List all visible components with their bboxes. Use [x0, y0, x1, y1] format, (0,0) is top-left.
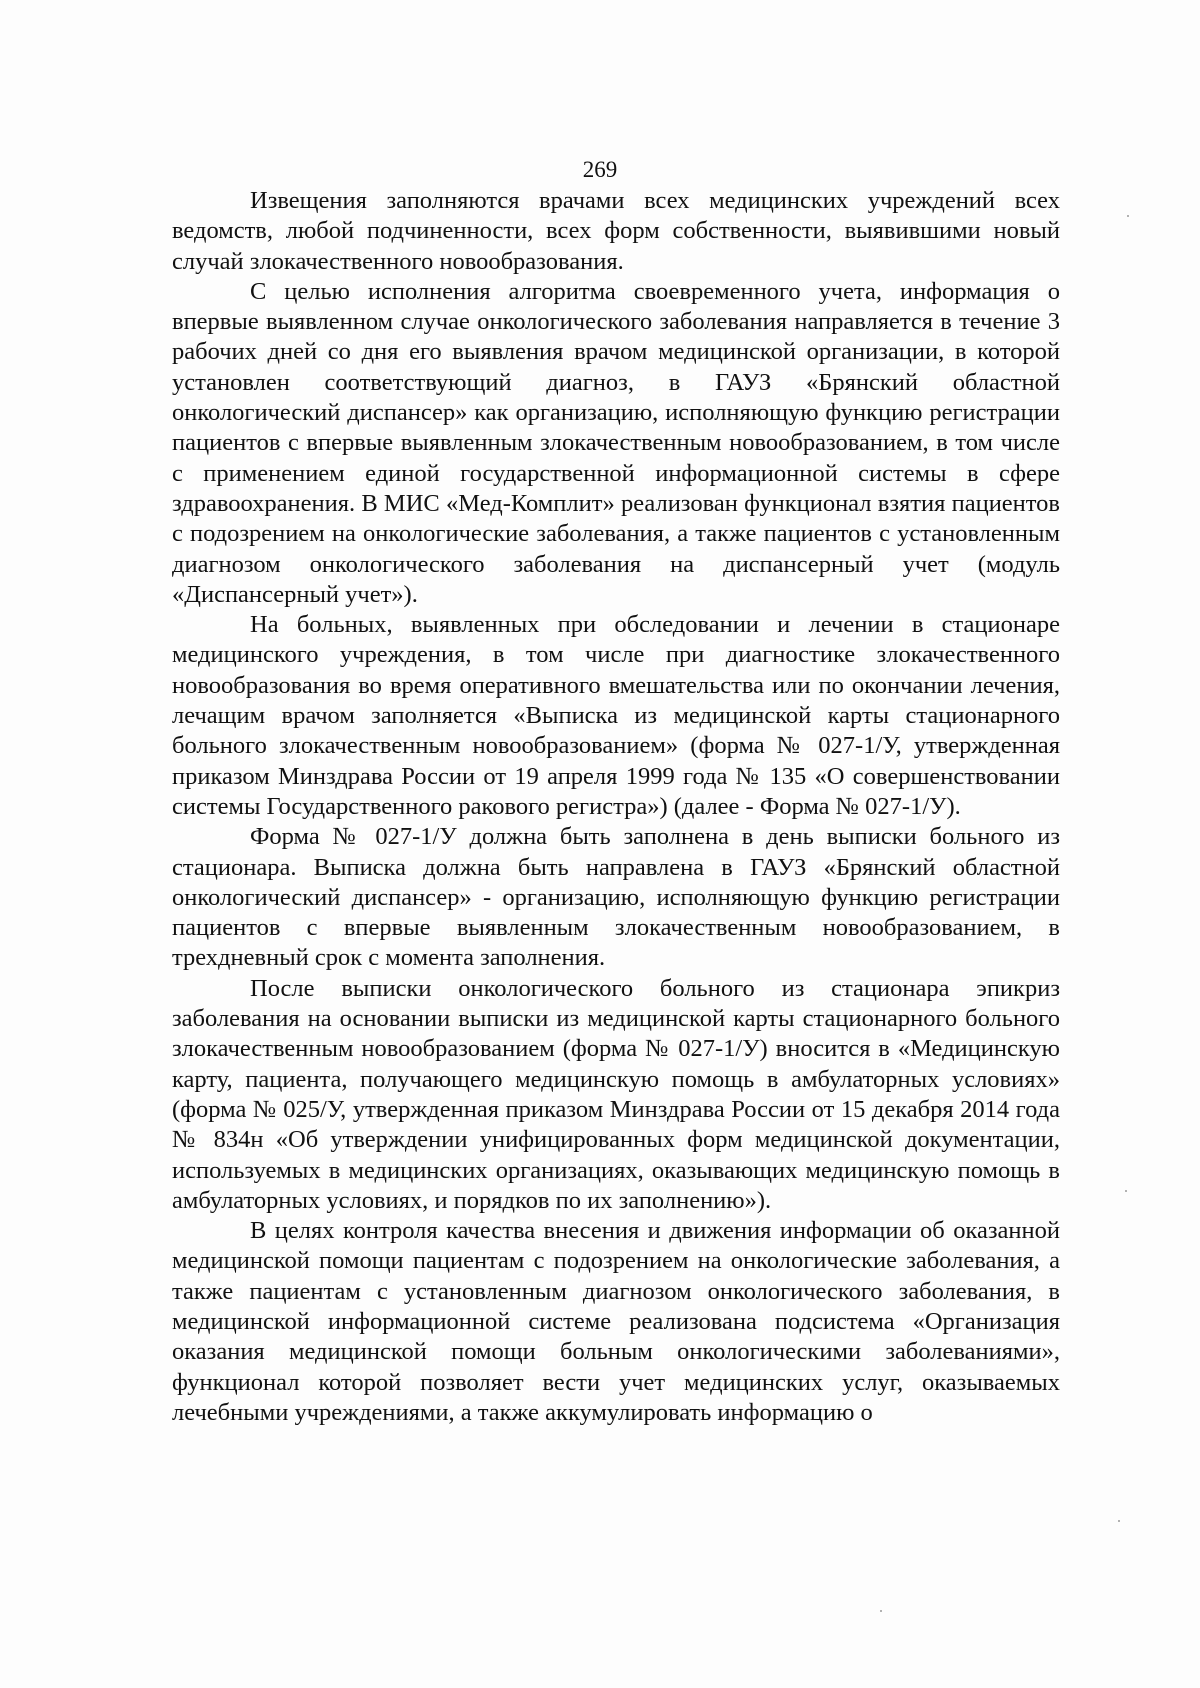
paragraph-form-027: Форма № 027-1/У должна быть заполнена в день выписки больного из стационара. Выписка должна быть направлена в ГАУЗ «Брянский областной онкологический диспансер» - организацию, исполняющую функцию регистрации пациентов с впервые выявленным злокачественным новообразованием, в трехдневный срок с момента заполнения. — [172, 823, 1060, 972]
scan-speck — [1125, 1190, 1127, 1192]
paragraph-after-discharge: После выписки онкологического больного из стационара эпикриз заболевания на основании выписки из медицинской карты стационарного больного злокачественным новообразованием (форма № 027-1/У) вносится в «Медицинскую карту, пациента, получающего медицинскую помощь в амбулаторных условиях» (форма № 025/У, утвержденная приказом Минздрава России от 15 декабря 2014 года № 834н «Об утверждении унифицированных форм медицинской документации, используемых в медицинских организациях, оказывающих медицинскую помощь в амбулаторных условиях, и порядков по их заполнению»). — [172, 974, 1060, 1214]
paragraph-quality-control: В целях контроля качества внесения и движения информации об оказанной медицинской помощи пациентам с подозрением на онкологические заболевания, а также пациентам с установленным диагнозом онкологического заболевания, в медицинской информационной системе реализована подсистема «Организация оказания медицинской помощи больным онкологическими заболеваниями», функционал которой позволяет вести учет медицинских услуг, оказываемых лечебными учреждениями, а также аккумулировать информацию о — [172, 1217, 1060, 1426]
scan-speck — [880, 1610, 882, 1612]
document-body — [172, 186, 1060, 1428]
scan-speck — [1127, 215, 1129, 217]
scan-speck — [1118, 1520, 1120, 1522]
paragraph-notifications: Извещения заполняются врачами всех медицинских учреждений всех ведомств, любой подчиненности, всех форм собственности, выявившими новый случай злокачественного новообразования. — [172, 187, 1060, 275]
page-number: 269 — [582, 157, 618, 182]
paragraph-hospital-patients: На больных, выявленных при обследовании и лечении в стационаре медицинского учреждения, в том числе при диагностике злокачественного новообразования во время оперативного вмешательства или по окончании лечения, лечащим врачом заполняется «Выписка из медицинской карты стационарного больного злокачественным новообразованием» (форма № 027-1/У, утвержденная приказом Минздрава России от 19 апреля 1999 года № 135 «О совершенствовании системы Государственного ракового регистра») (далее - Форма № 027-1/У). — [172, 611, 1060, 820]
paragraph-timely-registration: С целью исполнения алгоритма своевременного учета, информация о впервые выявленном случае онкологического заболевания направляется в течение 3 рабочих дней со дня его выявления врачом медицинской организации, в которой установлен соответствующий диагноз, в ГАУЗ «Брянский областной онкологический диспансер» как организацию, исполняющую функцию регистрации пациентов с впервые выявленным злокачественным новообразованием, в том числе с применением единой государственной информационной системы в сфере здравоохранения. В МИС «Мед-Комплит» реализован функционал взятия пациентов с подозрением на онкологические заболевания, а также пациентов с установленным диагнозом онкологического заболевания на диспансерный учет (модуль «Диспансерный учет»). — [172, 277, 1060, 608]
